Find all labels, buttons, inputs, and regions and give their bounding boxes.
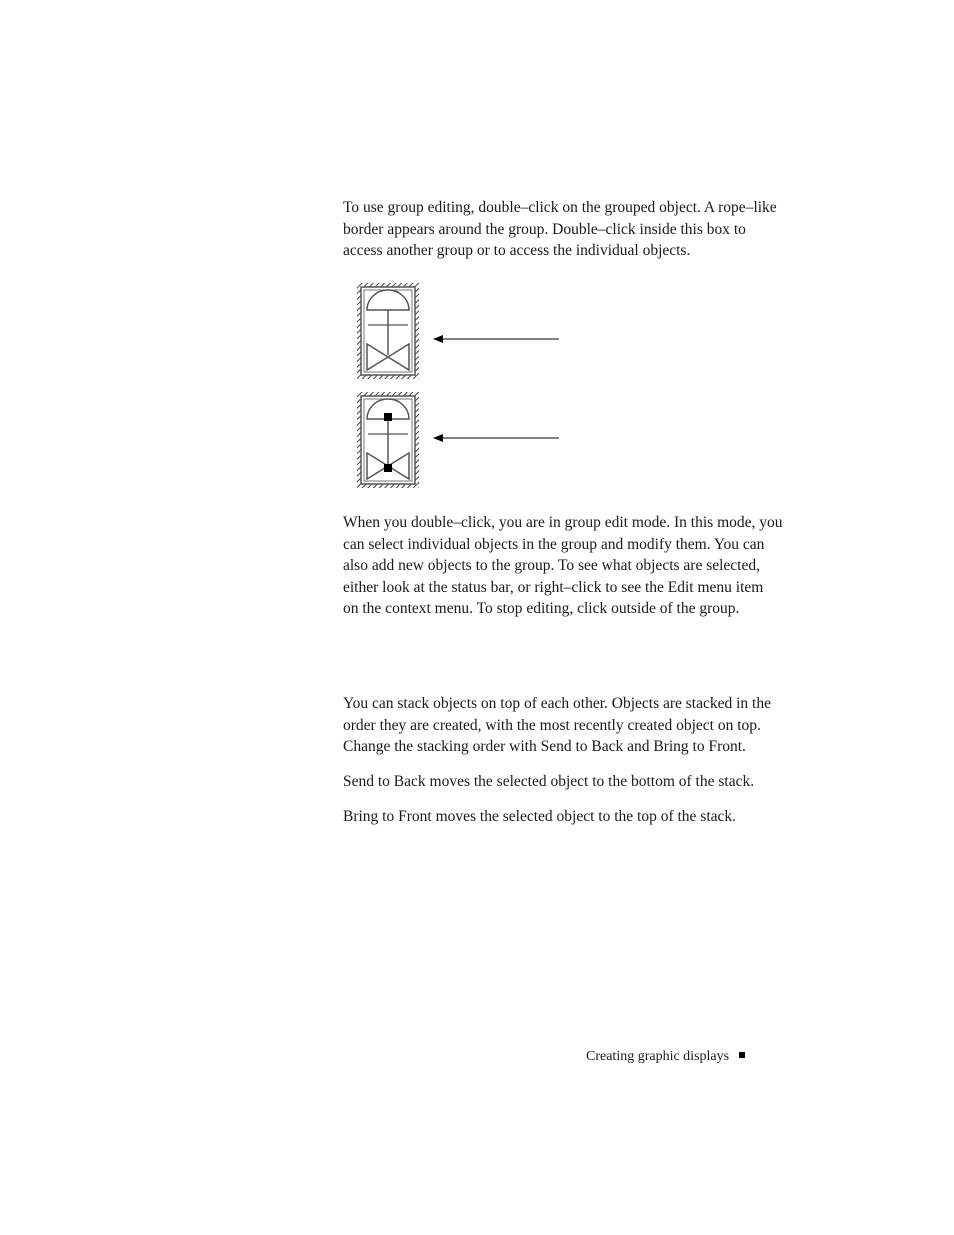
group-edit-mode-paragraph: When you double–click, you are in group edit mode. In this mode, you can select individual objects in the group and modify them. You can also add new objects to the group. To see what objects are selected, either look at the status bar, or right–click to see the Edit menu item on the context menu. To stop editing, click outside of the group.: [343, 514, 783, 617]
footer-square-icon: [739, 1052, 745, 1058]
group-edit-figure: [352, 390, 567, 490]
send-to-back-paragraph: Send to Back moves the selected object to the bottom of the stack.: [343, 773, 755, 790]
page-footer: [586, 1048, 745, 1066]
valve-group-icon: [352, 281, 567, 381]
valve-group-edit-icon: [352, 390, 567, 490]
footer-text: Creating graphic displays: [586, 1049, 730, 1064]
group-edit-intro-paragraph: To use group editing, double–click on the grouped object. A rope–like border appears around the group. Double–click inside this box to access another group or to access the individual objects.: [343, 199, 777, 259]
group-border-figure: [352, 281, 567, 381]
bring-to-front-paragraph: Bring to Front moves the selected object to the top of the stack.: [343, 808, 737, 825]
stacking-intro-paragraph: You can stack objects on top of each other. Objects are stacked in the order they are created, with the most recently created object on top. Change the stacking order with Send to Back and Bring to Front.: [343, 695, 771, 755]
